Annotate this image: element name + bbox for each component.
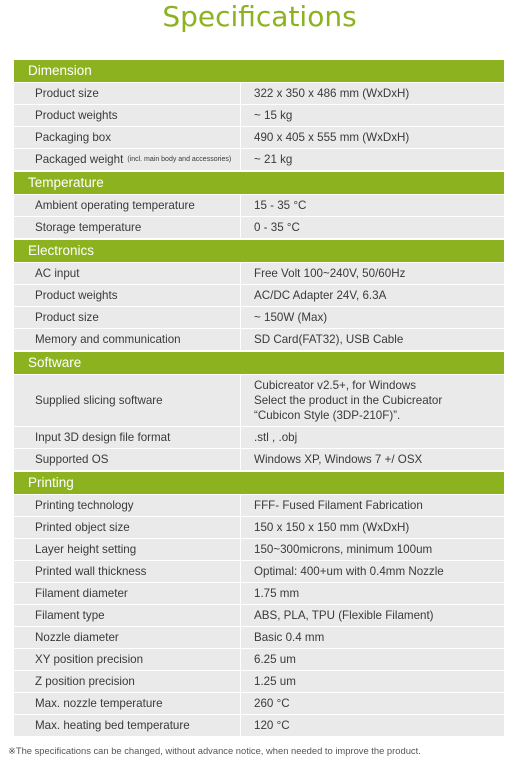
row-value: 0 - 35 °C [254,221,300,234]
table-row [14,538,504,560]
table-row [14,626,504,648]
row-value: FFF- Fused Filament Fabrication [254,499,423,512]
row-value-line: “Cubicon Style (3DP-210F)”. [254,409,401,422]
row-label: Ambient operating temperature [14,195,241,216]
table-row [14,692,504,714]
section-header-dimension: Dimension [14,60,504,82]
table-row [14,516,504,538]
table-row [14,284,504,306]
row-label: Nozzle diameter [14,627,241,648]
row-value: 120 °C [254,719,290,732]
row-value: 322 x 350 x 486 mm (WxDxH) [254,87,410,100]
table-row [14,670,504,692]
row-value: ABS, PLA, TPU (Flexible Filament) [254,609,434,622]
row-value: 1.25 um [254,675,296,688]
row-value: .stl , .obj [254,431,298,444]
table-row [14,194,504,216]
table-row [14,494,504,516]
row-label: AC input [14,263,241,284]
row-value: SD Card(FAT32), USB Cable [254,333,404,346]
table-row [14,328,504,350]
row-label: Supplied slicing software [14,375,241,426]
row-value: Free Volt 100~240V, 50/60Hz [254,267,406,280]
table-row [14,582,504,604]
row-label: Input 3D design file format [14,427,241,448]
row-value: ~ 21 kg [254,153,293,166]
section-header-printing: Printing [14,472,504,494]
row-label: Product weights [14,105,241,126]
footnote: ※The specifications can be changed, without advance notice, when needed to improve the product. [8,745,421,756]
table-row [14,82,504,104]
row-value: ~ 150W (Max) [254,311,328,324]
table-row [14,604,504,626]
row-label: Printing technology [14,495,241,516]
row-label: Layer height setting [14,539,241,560]
table-row [14,216,504,238]
row-label: XY position precision [14,649,241,670]
row-label-cell [14,149,241,170]
table-row [14,448,504,470]
row-value-line: Select the product in the Cubicreator [254,394,443,407]
row-label: Packaged weight [35,153,124,166]
row-label: Product size [14,83,241,104]
row-label: Max. heating bed temperature [14,715,241,736]
table-row [14,560,504,582]
table-row [14,714,504,736]
row-label: Packaging box [14,127,241,148]
spec-table [14,58,504,736]
table-row [14,648,504,670]
table-row [14,148,504,170]
section-header-electronics: Electronics [14,240,504,262]
row-label: Supported OS [14,449,241,470]
row-value: 150~300microns, minimum 100um [254,543,433,556]
row-value-cell [241,375,504,426]
row-label: Max. nozzle temperature [14,693,241,714]
row-value: 150 x 150 x 150 mm (WxDxH) [254,521,410,534]
table-row [14,262,504,284]
page-title: Specifications [162,0,357,33]
row-value: 260 °C [254,697,290,710]
row-value: 6.25 um [254,653,296,666]
row-label: Filament diameter [14,583,241,604]
table-row [14,426,504,448]
section-header-temperature: Temperature [14,172,504,194]
row-label: Memory and communication [14,329,241,350]
row-label: Product size [14,307,241,328]
row-label: Storage temperature [14,217,241,238]
row-label: Filament type [14,605,241,626]
row-value: 1.75 mm [254,587,300,600]
row-value: 490 x 405 x 555 mm (WxDxH) [254,131,410,144]
row-value: Windows XP, Windows 7 +/ OSX [254,453,423,466]
row-label-note: (incl. main body and accessories) [127,156,232,163]
row-label: Printed wall thickness [14,561,241,582]
row-label: Z position precision [14,671,241,692]
table-row [14,306,504,328]
table-row [14,374,504,426]
table-row [14,126,504,148]
row-label: Printed object size [14,517,241,538]
row-value-line: Cubicreator v2.5+, for Windows [254,379,417,392]
row-value: Basic 0.4 mm [254,631,325,644]
row-value: Optimal: 400+um with 0.4mm Nozzle [254,565,444,578]
row-value: ~ 15 kg [254,109,293,122]
row-label: Product weights [14,285,241,306]
row-value: 15 - 35 °C [254,199,307,212]
section-header-software: Software [14,352,504,374]
row-value: AC/DC Adapter 24V, 6.3A [254,289,387,302]
table-row [14,104,504,126]
